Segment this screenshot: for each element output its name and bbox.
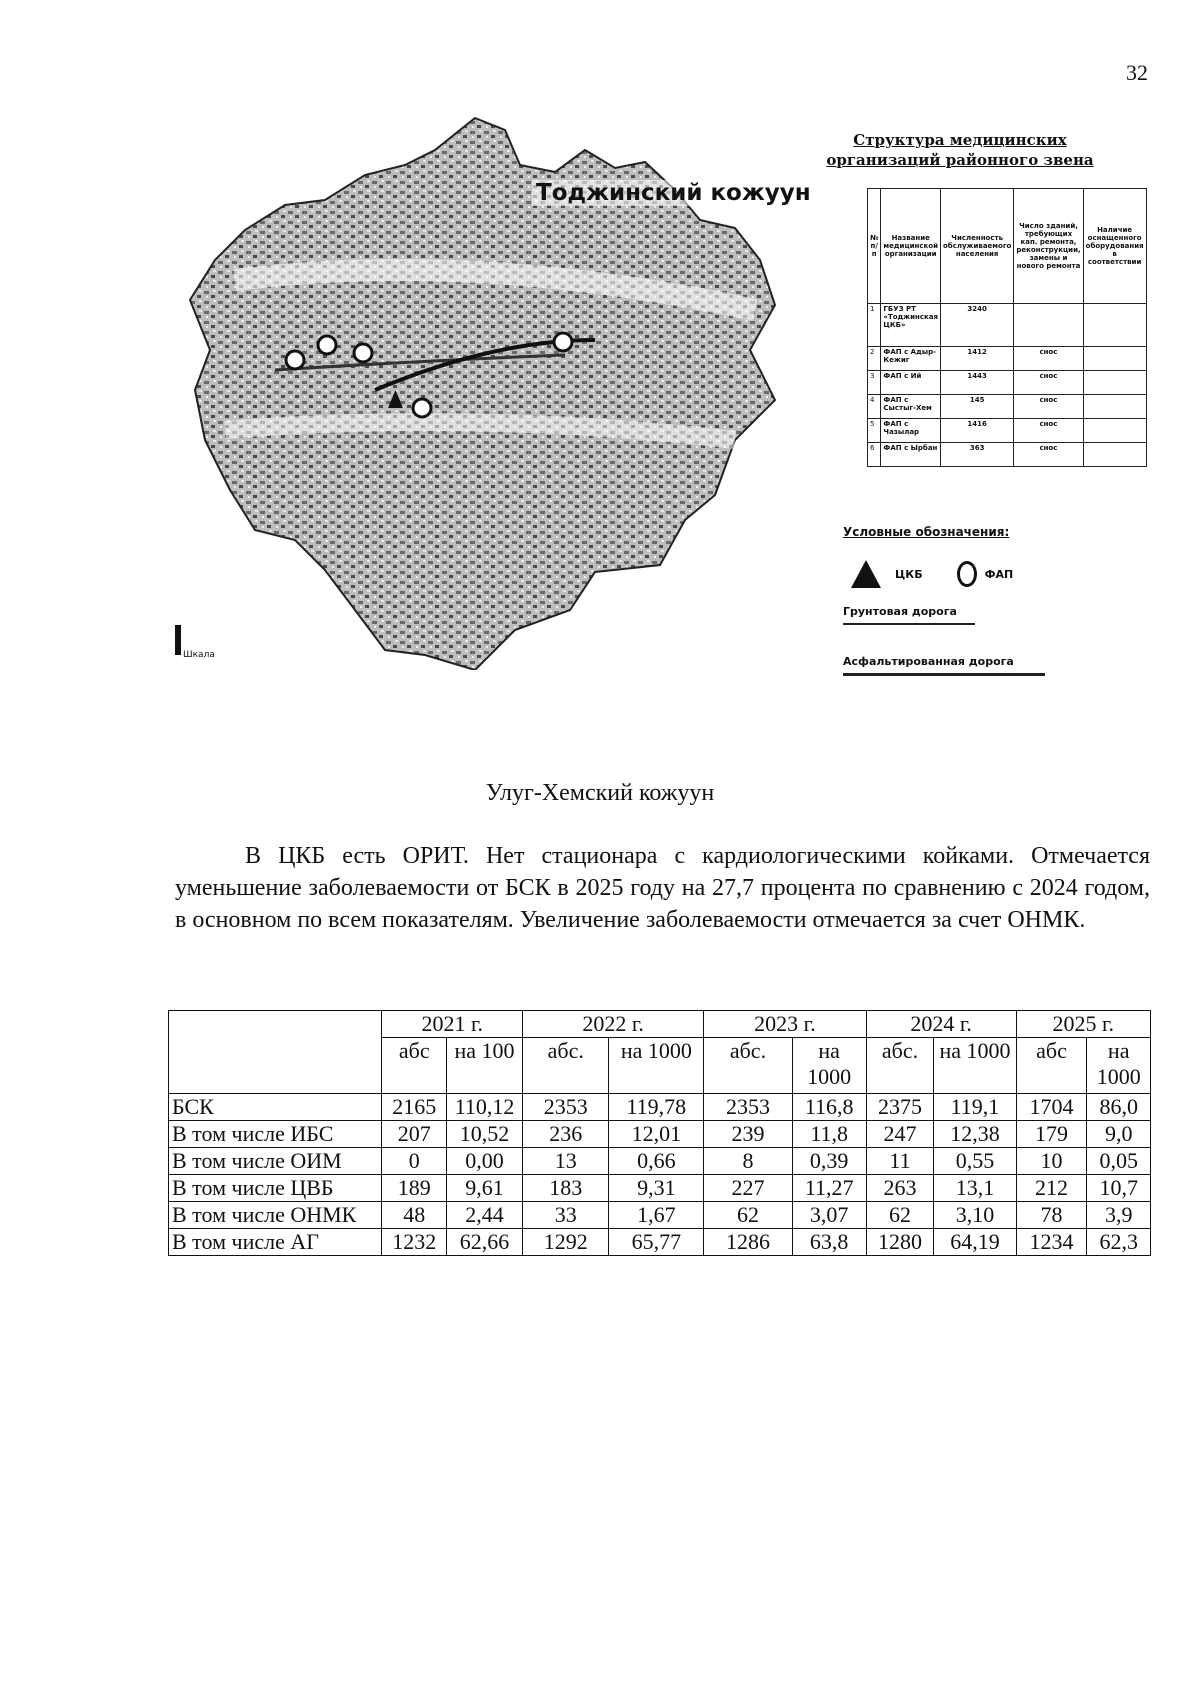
table-cell: 247 <box>866 1121 934 1148</box>
legend-asphalt-road-label: Асфальтированная дорога <box>843 655 1014 668</box>
legend-asphalt-road <box>843 641 1073 676</box>
table-cell: 9,61 <box>447 1175 523 1202</box>
structure-header-cell: Наличие оснащенного оборудования в соответствии <box>1083 189 1146 304</box>
structure-cell: снос <box>1014 419 1083 443</box>
table-cell: 0,39 <box>792 1148 866 1175</box>
table-cell: 64,19 <box>934 1229 1016 1256</box>
structure-header-row <box>868 189 1147 304</box>
table-cell: 0,55 <box>934 1148 1016 1175</box>
fap-marker <box>286 351 304 369</box>
legend-markers <box>843 557 1073 591</box>
subheader-cell: на 1000 <box>1087 1038 1151 1094</box>
dirt-road-icon <box>843 623 975 625</box>
table-cell: 1704 <box>1016 1094 1087 1121</box>
structure-header-cell: Число зданий, требующих кап. ремонта, реконструкции, замены и нового ремонта <box>1014 189 1083 304</box>
structure-cell: 363 <box>941 443 1014 467</box>
circle-icon <box>957 561 977 587</box>
structure-cell: ФАП с Адыр-Кежиг <box>881 347 941 371</box>
fap-marker <box>318 336 336 354</box>
table-cell: 263 <box>866 1175 934 1202</box>
table-cell: 62,3 <box>1087 1229 1151 1256</box>
triangle-icon <box>851 560 881 588</box>
table-cell: 2165 <box>382 1094 447 1121</box>
table-cell: 12,38 <box>934 1121 1016 1148</box>
structure-header-cell: Название медицинской организации <box>881 189 941 304</box>
structure-cell: 3240 <box>941 304 1014 347</box>
table-cell: 13,1 <box>934 1175 1016 1202</box>
table-cell: 9,0 <box>1087 1121 1151 1148</box>
table-row <box>169 1229 1151 1256</box>
subheader-cell: абс. <box>704 1038 793 1094</box>
subheader-cell: на 1000 <box>792 1038 866 1094</box>
subheader-cell: на 1000 <box>934 1038 1016 1094</box>
structure-cell: 5 <box>868 419 881 443</box>
structure-cell <box>1014 304 1083 347</box>
structure-cell: 1443 <box>941 371 1014 395</box>
table-cell: 1,67 <box>609 1202 704 1229</box>
structure-header-cell: Численность обслуживаемого населения <box>941 189 1014 304</box>
row-label: В том числе ЦВБ <box>169 1175 382 1202</box>
table-cell: 1234 <box>1016 1229 1087 1256</box>
table-cell: 78 <box>1016 1202 1087 1229</box>
table-cell: 1292 <box>523 1229 609 1256</box>
table-cell: 10,7 <box>1087 1175 1151 1202</box>
table-cell: 62 <box>704 1202 793 1229</box>
table-cell: 33 <box>523 1202 609 1229</box>
year-header: 2022 г. <box>523 1011 704 1038</box>
subheader-cell: на 100 <box>447 1038 523 1094</box>
legend-dirt-road-label: Грунтовая дорога <box>843 605 957 618</box>
subheader-cell: абс <box>1016 1038 1087 1094</box>
subheader-cell: абс. <box>866 1038 934 1094</box>
subheader-cell: абс <box>382 1038 447 1094</box>
legend-title: Условные обозначения: <box>843 525 1010 539</box>
structure-row <box>868 371 1147 395</box>
table-cell: 236 <box>523 1121 609 1148</box>
fap-marker <box>354 344 372 362</box>
table-cell: 62,66 <box>447 1229 523 1256</box>
table-cell: 239 <box>704 1121 793 1148</box>
table-cell: 1286 <box>704 1229 793 1256</box>
table-cell: 63,8 <box>792 1229 866 1256</box>
year-header-row <box>169 1011 1151 1038</box>
structure-cell: ФАП с Чазылар <box>881 419 941 443</box>
table-cell: 3,9 <box>1087 1202 1151 1229</box>
table-row <box>169 1094 1151 1121</box>
table-cell: 86,0 <box>1087 1094 1151 1121</box>
page-number: 32 <box>1126 60 1148 85</box>
corner-cell <box>169 1011 382 1094</box>
table-cell: 2,44 <box>447 1202 523 1229</box>
structure-cell: снос <box>1014 443 1083 467</box>
table-row <box>169 1148 1151 1175</box>
year-header: 2024 г. <box>866 1011 1016 1038</box>
structure-row <box>868 419 1147 443</box>
structure-cell: 1 <box>868 304 881 347</box>
scale-label: Шкала <box>183 650 215 660</box>
table-cell: 13 <box>523 1148 609 1175</box>
table-cell: 183 <box>523 1175 609 1202</box>
fap-marker <box>413 399 431 417</box>
body-paragraph-text: В ЦКБ есть ОРИТ. Нет стационара с кардиологическими койками. Отмечается уменьшение заболеваемости от БСК в 2025 году на 27,7 процента по сравнению с 2024 годом, в основном по всем показателям. Увеличение заболеваемости отмечается за счет ОНМК. <box>175 843 1150 933</box>
row-label: БСК <box>169 1094 382 1121</box>
table-cell: 11,8 <box>792 1121 866 1148</box>
legend-fap-label: ФАП <box>984 567 1014 581</box>
fap-marker <box>554 333 572 351</box>
table-cell: 3,07 <box>792 1202 866 1229</box>
structure-table <box>867 188 1147 467</box>
table-cell: 62 <box>866 1202 934 1229</box>
subheader-cell: абс. <box>523 1038 609 1094</box>
table-cell: 10 <box>1016 1148 1087 1175</box>
subheader-cell: на 1000 <box>609 1038 704 1094</box>
map-title: Тоджинский кожуун <box>532 180 815 206</box>
structure-cell: ФАП с Ырбан <box>881 443 941 467</box>
structure-cell: 1412 <box>941 347 1014 371</box>
table-cell: 227 <box>704 1175 793 1202</box>
row-label: В том числе ИБС <box>169 1121 382 1148</box>
legend-ckb-label: ЦКБ <box>895 567 923 581</box>
table-cell: 189 <box>382 1175 447 1202</box>
table-cell: 9,31 <box>609 1175 704 1202</box>
table-cell: 119,78 <box>609 1094 704 1121</box>
table-cell: 11 <box>866 1148 934 1175</box>
table-cell: 1280 <box>866 1229 934 1256</box>
structure-cell <box>1083 419 1146 443</box>
structure-row <box>868 395 1147 419</box>
table-cell: 48 <box>382 1202 447 1229</box>
structure-cell: 6 <box>868 443 881 467</box>
structure-cell: ГБУЗ РТ «Тоджинская ЦКБ» <box>881 304 941 347</box>
morbidity-table <box>168 1010 1151 1256</box>
row-label: В том числе АГ <box>169 1229 382 1256</box>
structure-row <box>868 347 1147 371</box>
table-cell: 0,05 <box>1087 1148 1151 1175</box>
table-cell: 10,52 <box>447 1121 523 1148</box>
table-cell: 8 <box>704 1148 793 1175</box>
structure-title: Структура медицинских организаций районного звена <box>826 131 1094 169</box>
table-cell: 2353 <box>523 1094 609 1121</box>
table-cell: 0 <box>382 1148 447 1175</box>
table-cell: 0,00 <box>447 1148 523 1175</box>
structure-cell: 145 <box>941 395 1014 419</box>
table-row <box>169 1202 1151 1229</box>
table-cell: 2375 <box>866 1094 934 1121</box>
row-label: В том числе ОНМК <box>169 1202 382 1229</box>
table-cell: 3,10 <box>934 1202 1016 1229</box>
year-header: 2025 г. <box>1016 1011 1150 1038</box>
structure-row <box>868 443 1147 467</box>
district-map-figure <box>175 110 1144 720</box>
table-cell: 12,01 <box>609 1121 704 1148</box>
body-paragraph <box>175 840 1150 936</box>
table-cell: 1232 <box>382 1229 447 1256</box>
structure-cell <box>1083 443 1146 467</box>
legend-dirt-road <box>843 591 1073 625</box>
year-header: 2021 г. <box>382 1011 523 1038</box>
structure-cell <box>1083 347 1146 371</box>
table-row <box>169 1121 1151 1148</box>
district-title: Улуг-Хемский кожуун <box>485 780 715 806</box>
table-cell: 212 <box>1016 1175 1087 1202</box>
structure-cell <box>1083 371 1146 395</box>
structure-cell: снос <box>1014 347 1083 371</box>
structure-cell <box>1083 395 1146 419</box>
table-cell: 110,12 <box>447 1094 523 1121</box>
scale-bar <box>175 625 181 655</box>
structure-row <box>868 304 1147 347</box>
structure-cell <box>1083 304 1146 347</box>
table-cell: 0,66 <box>609 1148 704 1175</box>
structure-cell: 1416 <box>941 419 1014 443</box>
table-cell: 119,1 <box>934 1094 1016 1121</box>
table-cell: 65,77 <box>609 1229 704 1256</box>
row-label: В том числе ОИМ <box>169 1148 382 1175</box>
structure-cell: 4 <box>868 395 881 419</box>
asphalt-road-icon <box>843 673 1045 676</box>
map-legend <box>843 525 1073 676</box>
structure-cell: снос <box>1014 371 1083 395</box>
structure-cell: снос <box>1014 395 1083 419</box>
structure-cell: 3 <box>868 371 881 395</box>
year-header: 2023 г. <box>704 1011 866 1038</box>
table-cell: 179 <box>1016 1121 1087 1148</box>
table-cell: 2353 <box>704 1094 793 1121</box>
table-cell: 11,27 <box>792 1175 866 1202</box>
structure-cell: ФАП с Сыстыг-Хем <box>881 395 941 419</box>
structure-cell: 2 <box>868 347 881 371</box>
table-cell: 116,8 <box>792 1094 866 1121</box>
table-row <box>169 1175 1151 1202</box>
structure-cell: ФАП с Ий <box>881 371 941 395</box>
structure-header-cell: № п/п <box>868 189 881 304</box>
table-cell: 207 <box>382 1121 447 1148</box>
